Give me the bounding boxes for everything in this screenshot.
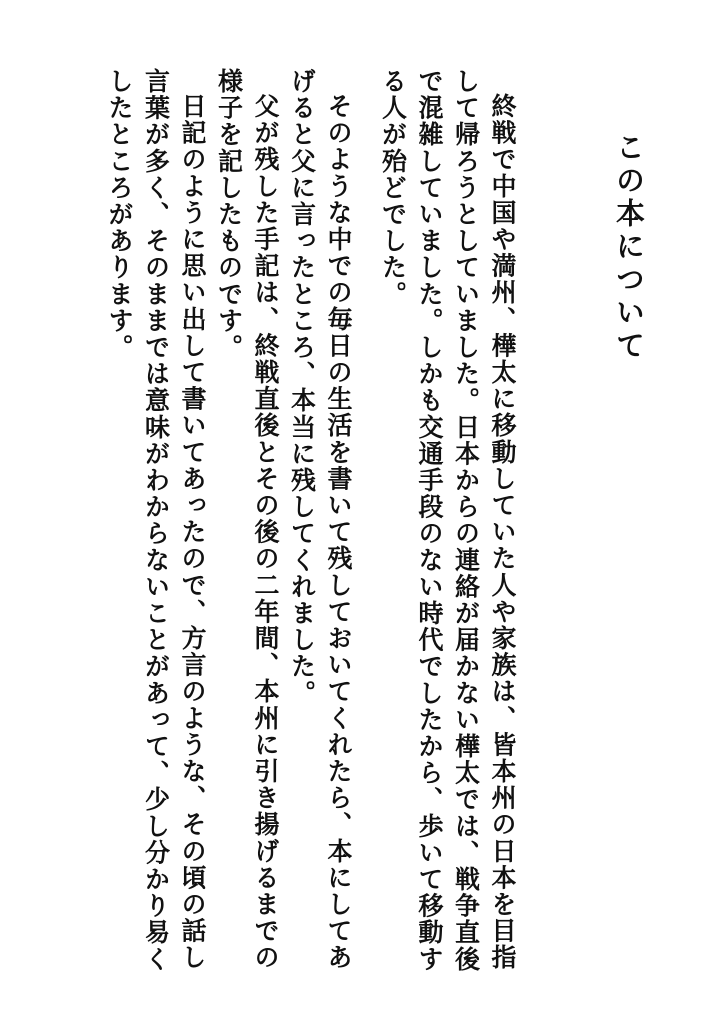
paragraph-3-text: 父が残した手記は、終戦直後とその後の二年間、本州に引き揚げるまでの様子を記したものです。 <box>214 68 280 971</box>
paragraph-1-text: 終戦で中国や満州、樺太に移動していた人や家族は、皆本州の日本を目指して帰ろうとしていました。日本からの連絡が届かない樺太では、戦争直後で混雑していました。しかも交通手段のない時代でしたから、歩いて移動する人が殆どでした。 <box>378 68 517 973</box>
page-title: この本について <box>612 132 646 363</box>
paragraph-4-text: 日記のように思い出して書いてあったので、方言のような、その頃の話し言葉が多く、そのままでは意味がわからないことがあって、少し分かり易くしたところがあります。 <box>105 68 207 973</box>
paragraph-1 <box>374 68 520 988</box>
paragraph-2 <box>283 68 356 988</box>
body-text <box>80 68 520 988</box>
paragraph-3 <box>210 68 283 988</box>
paragraph-2-text: そのような中での毎日の生活を書いて残しておいてくれたら、本にしてあげると父に言ったところ、本当に残してくれました。 <box>287 68 353 971</box>
paragraph-4 <box>101 68 211 988</box>
